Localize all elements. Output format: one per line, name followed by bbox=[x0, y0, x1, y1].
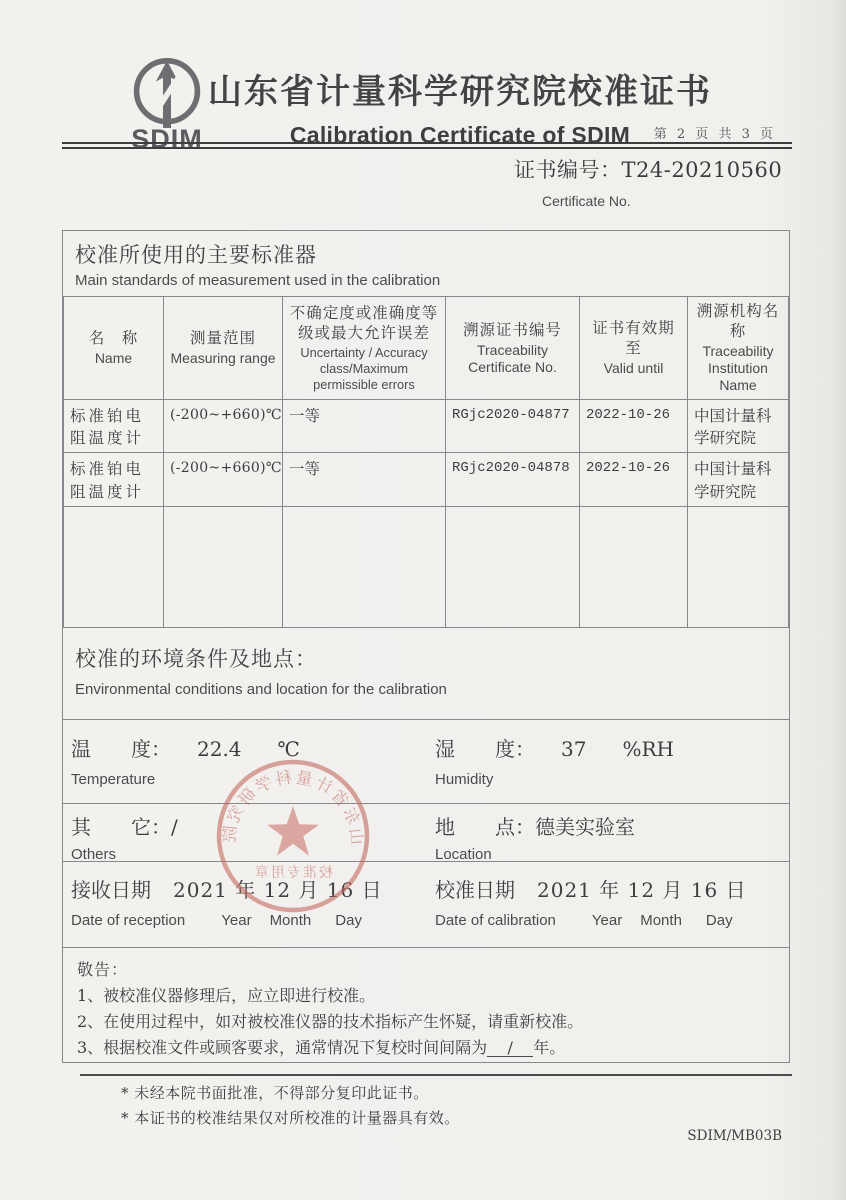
logo-label: SDIM bbox=[131, 124, 203, 154]
cell-name: 标准铂电阻温度计 bbox=[64, 453, 164, 507]
sdim-logo-icon bbox=[127, 56, 207, 132]
environment-title-cn: 校准的环境条件及地点： bbox=[75, 647, 317, 671]
notice-title: 敬告： bbox=[77, 960, 129, 979]
cell-cert-no: RGjc2020-04877 bbox=[446, 399, 580, 453]
page-number: 第 2 页 共 3 页 bbox=[653, 127, 776, 142]
col-header-institution: 溯源机构名称 Traceability Institution Name bbox=[688, 297, 789, 400]
cell-institution: 中国计量科学研究院 bbox=[688, 453, 789, 507]
environment-section-title bbox=[63, 627, 789, 719]
stamp-arc-text: 山东省计量科学研究院 bbox=[219, 767, 367, 846]
unit-year: Year bbox=[221, 912, 252, 929]
notice-item-2: 2、在使用过程中，如对被校准仪器的技术指标产生怀疑，请重新校准。 bbox=[77, 1012, 584, 1031]
location-value: 德美实验室 bbox=[535, 815, 635, 839]
document-title bbox=[208, 64, 712, 149]
cell-range: (-200~+660)℃ bbox=[164, 453, 283, 507]
standards-table-wrap bbox=[63, 296, 789, 627]
cell-name: 标准铂电阻温度计 bbox=[64, 399, 164, 453]
humidity-label-en: Humidity bbox=[435, 771, 494, 788]
temperature-field bbox=[63, 733, 429, 803]
cell-accuracy: 一等 bbox=[283, 453, 446, 507]
footnotes bbox=[121, 1081, 460, 1130]
col-header-valid-until: 证书有效期至 Valid until bbox=[580, 297, 688, 400]
title-chinese: 山东省计量科学研究院校准证书 bbox=[208, 72, 712, 112]
humidity-value: 37 bbox=[561, 737, 587, 761]
others-field bbox=[63, 811, 429, 861]
notice-item-1: 1、被校准仪器修理后，应立即进行校准。 bbox=[77, 986, 376, 1005]
location-field bbox=[429, 811, 789, 861]
notice-section bbox=[63, 947, 789, 1063]
location-label: 地 点： bbox=[435, 815, 535, 839]
calibration-date-label: 校准日期 bbox=[435, 878, 515, 902]
unit-month: Month bbox=[269, 912, 312, 929]
reception-date-field bbox=[63, 874, 429, 947]
footnote-2: * 本证书的校准结果仅对所校准的计量器具有效。 bbox=[121, 1108, 460, 1127]
standards-table bbox=[63, 296, 789, 627]
cell-valid-until: 2022-10-26 bbox=[580, 399, 688, 453]
location-label-en: Location bbox=[435, 846, 492, 863]
others-label-en: Others bbox=[71, 846, 117, 863]
others-location-row bbox=[63, 803, 789, 861]
certificate-body bbox=[62, 230, 790, 1063]
dates-row bbox=[63, 861, 789, 947]
humidity-field bbox=[429, 733, 789, 803]
table-row bbox=[64, 453, 789, 507]
header-divider bbox=[62, 142, 792, 149]
col-header-range: 测量范围 Measuring range bbox=[164, 297, 283, 400]
unit-month: Month bbox=[640, 912, 682, 929]
temperature-label-en: Temperature bbox=[71, 771, 156, 788]
cell-accuracy: 一等 bbox=[283, 399, 446, 453]
certificate-number-block bbox=[514, 154, 782, 209]
temperature-value: 22.4 bbox=[197, 737, 242, 761]
others-value: / bbox=[171, 815, 178, 839]
footer-divider bbox=[80, 1074, 792, 1076]
others-label: 其 它： bbox=[71, 815, 171, 839]
title-english: Calibration Certificate of SDIM bbox=[289, 122, 631, 148]
certificate-number-value: T24-20210560 bbox=[621, 158, 783, 182]
table-header-row bbox=[64, 297, 789, 400]
unit-year: Year bbox=[591, 912, 623, 929]
footnote-1: * 未经本院书面批准，不得部分复印此证书。 bbox=[121, 1084, 429, 1102]
calibration-date-label-en: Date of calibration bbox=[435, 912, 556, 929]
cell-valid-until: 2022-10-26 bbox=[580, 453, 688, 507]
table-empty-row bbox=[64, 507, 789, 627]
col-header-uncertainty: 不确定度或准确度等级或最大允许误差 Uncertainty / Accuracy class/Maximum permissible errors bbox=[283, 297, 446, 400]
humidity-label: 湿 度： bbox=[435, 737, 535, 761]
cell-cert-no: RGjc2020-04878 bbox=[446, 453, 580, 507]
table-row bbox=[64, 399, 789, 453]
environment-title-en: Environmental conditions and location for the calibration bbox=[75, 681, 447, 698]
certificate-number-label-en: Certificate No. bbox=[542, 193, 631, 209]
cell-range: (-200~+660)℃ bbox=[164, 399, 283, 453]
temperature-label: 温 度： bbox=[71, 737, 171, 761]
reception-date-value: 2021 年 12 月 16 日 bbox=[173, 878, 383, 902]
stamp-inner-text: 校准专用章 bbox=[253, 865, 333, 881]
humidity-unit: %RH bbox=[622, 737, 674, 761]
temp-humidity-row bbox=[63, 719, 789, 803]
reception-date-label-en: Date of reception bbox=[71, 912, 186, 929]
certificate-number-label: 证书编号： bbox=[514, 158, 622, 182]
temperature-unit: ℃ bbox=[277, 737, 300, 761]
unit-day: Day bbox=[335, 912, 362, 929]
notice-item-3: 3、根据校准文件或顾客要求，通常情况下复校时间间隔为 / 年。 bbox=[77, 1038, 566, 1057]
standards-title-cn: 校准所使用的主要标准器 bbox=[75, 243, 317, 267]
col-header-traceability-cert: 溯源证书编号 Traceability Certificate No. bbox=[446, 297, 580, 400]
cell-institution: 中国计量科学研究院 bbox=[688, 399, 789, 453]
standards-title-en: Main standards of measurement used in the calibration bbox=[75, 272, 441, 289]
col-header-name: 名 称 Name bbox=[64, 297, 164, 400]
form-code: SDIM/MB03B bbox=[687, 1128, 782, 1144]
unit-day: Day bbox=[705, 912, 733, 929]
calibration-date-value: 2021 年 12 月 16 日 bbox=[537, 878, 747, 902]
standards-section-title bbox=[63, 231, 789, 296]
reception-date-label: 接收日期 bbox=[71, 878, 151, 902]
calibration-date-field bbox=[429, 874, 789, 947]
recal-interval-blank: / bbox=[487, 1039, 533, 1057]
